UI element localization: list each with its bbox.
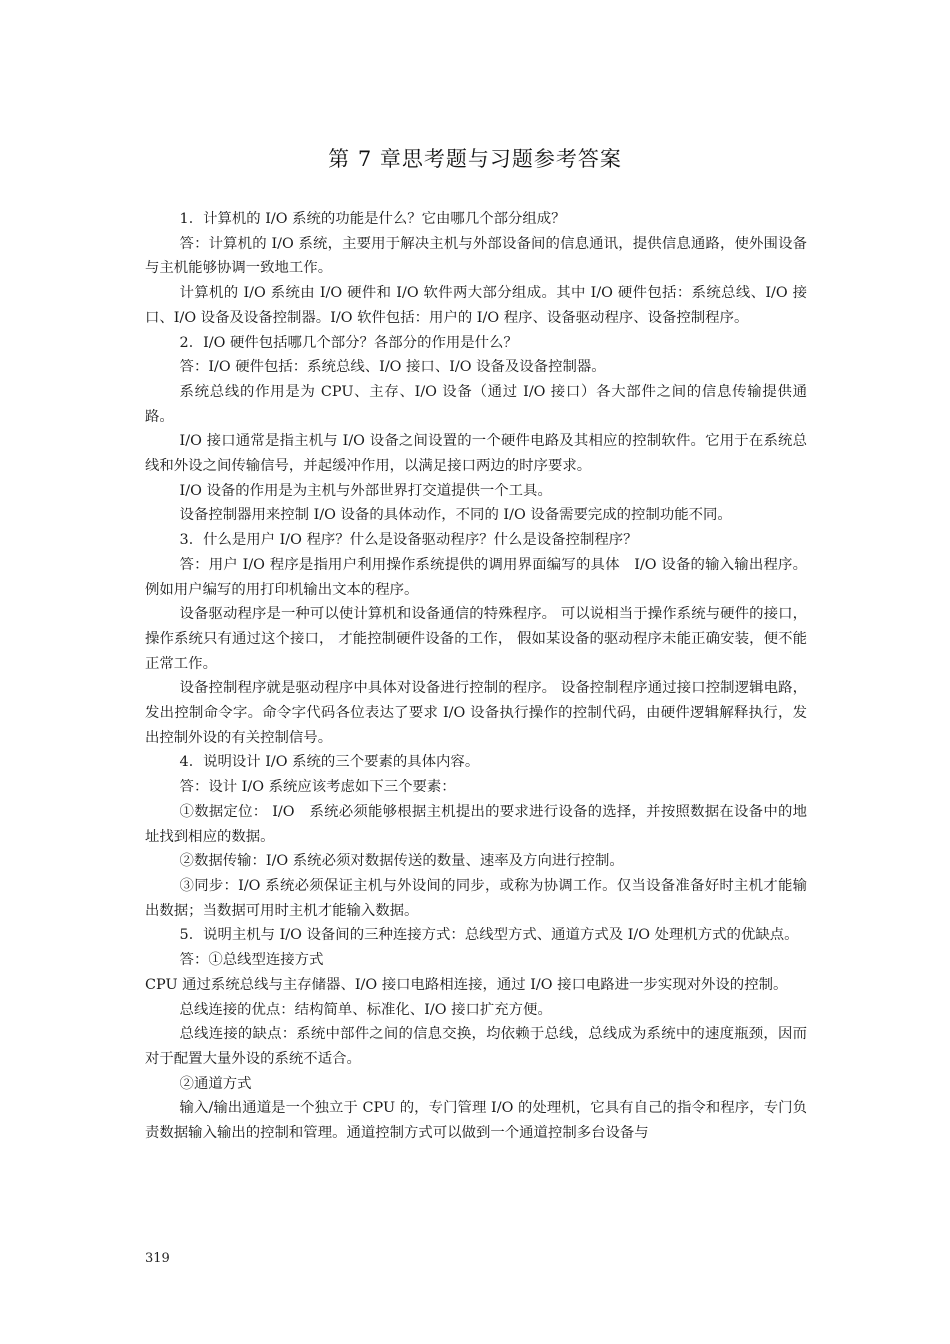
paragraph: 设备控制器用来控制 I/O 设备的具体动作，不同的 I/O 设备需要完成的控制功能不同。 bbox=[179, 507, 732, 524]
paragraph: 总线连接的优点：结构简单、标准化、I/O 接口扩充方便。 bbox=[179, 1001, 552, 1018]
paragraph: 2．I/O 硬件包括哪几个部分？各部分的作用是什么？ bbox=[179, 334, 518, 351]
paragraph: 1．计算机的 I/O 系统的功能是什么？它由哪几个部分组成？ bbox=[179, 211, 566, 227]
paragraph: 总线连接的缺点：系统中部件之间的信息交换，均依赖于总线，总线成为系统中的速度瓶颈，因而对于配置大量外设的系统不适合。 bbox=[145, 1026, 807, 1067]
paragraph: 答：设计 I/O 系统应该考虑如下三个要素： bbox=[179, 779, 456, 796]
paragraph: 答：①总线型连接方式 bbox=[179, 952, 324, 969]
paragraph: 设备驱动程序是一种可以使计算机和设备通信的特殊程序。 可以说相当于操作系统与硬件的接口，操作系统只有通过这个接口， 才能控制硬件设备的工作， 假如某设备的驱动程序未能正确安装，便不能正常工作。 bbox=[145, 606, 807, 672]
paragraph: 设备控制程序就是驱动程序中具体对设备进行控制的程序。 设备控制程序通过接口控制逻辑电路，发出控制命令字。命令字代码各位表达了要求 I/O 设备执行操作的控制代码，由硬件逻辑解释执行，发出控制外设的有关控制信号。 bbox=[145, 680, 807, 746]
paragraph: ②通道方式 bbox=[179, 1075, 252, 1092]
page-number: 319 bbox=[145, 1251, 170, 1266]
paragraph: 输入/输出通道是一个独立于 CPU 的，专门管理 I/O 的处理机，它具有自己的指令和程序，专门负责数据输入输出的控制和管理。通道控制方式可以做到一个通道控制多台设备与 bbox=[145, 1100, 807, 1142]
paragraph: 答：用户 I/O 程序是指用户利用操作系统提供的调用界面编写的具体 I/O 设备的输入输出程序。例如用户编写的用打印机输出文本的程序。 bbox=[145, 556, 807, 598]
page-title: 第 7 章思考题与习题参考答案 bbox=[328, 147, 622, 171]
paragraph: 4．说明设计 I/O 系统的三个要素的具体内容。 bbox=[179, 754, 480, 771]
paragraph: 5．说明主机与 I/O 设备间的三种连接方式：总线型方式、通道方式及 I/O 处理机方式的优缺点。 bbox=[179, 927, 799, 944]
paragraph: 答：计算机的 I/O 系统，主要用于解决主机与外部设备间的信息通讯，提供信息通路，使外围设备与主机能够协调一致地工作。 bbox=[145, 235, 807, 277]
paragraph: ①数据定位： I/O 系统必须能够根据主机提出的要求进行设备的选择，并按照数据在设备中的地址找到相应的数据。 bbox=[145, 803, 807, 845]
paragraph: ②数据传输：I/O 系统必须对数据传送的数量、速率及方向进行控制。 bbox=[179, 853, 624, 870]
paragraph: 答：I/O 硬件包括：系统总线、I/O 接口、I/O 设备及设备控制器。 bbox=[179, 359, 606, 376]
paragraph: 3．什么是用户 I/O 程序？什么是设备驱动程序？什么是设备控制程序？ bbox=[179, 532, 638, 549]
paragraph: CPU 通过系统总线与主存储器、I/O 接口电路相连接，通过 I/O 接口电路进一步实现对外设的控制。 bbox=[145, 976, 788, 993]
paragraph: I/O 接口通常是指主机与 I/O 设备之间设置的一个硬件电路及其相应的控制软件。它用于在系统总线和外设之间传输信号，并起缓冲作用，以满足接口两边的时序要求。 bbox=[145, 433, 807, 475]
paragraph: 计算机的 I/O 系统由 I/O 硬件和 I/O 软件两大部分组成。其中 I/O 硬件包括：系统总线、I/O 接口、I/O 设备及设备控制器。I/O 软件包括：用户的 I/O 程序、设备驱动程序、设备控制程序。 bbox=[145, 285, 807, 326]
paragraph: 系统总线的作用是为 CPU、主存、I/O 设备（通过 I/O 接口）各大部件之间的信息传输提供通路。 bbox=[145, 383, 807, 425]
paragraph: I/O 设备的作用是为主机与外部世界打交道提供一个工具。 bbox=[179, 482, 552, 499]
body-text bbox=[145, 207, 807, 1146]
paragraph: ③同步：I/O 系统必须保证主机与外设间的同步，或称为协调工作。仅当设备准备好时主机才能输出数据；当数据可用时主机才能输入数据。 bbox=[145, 877, 807, 919]
